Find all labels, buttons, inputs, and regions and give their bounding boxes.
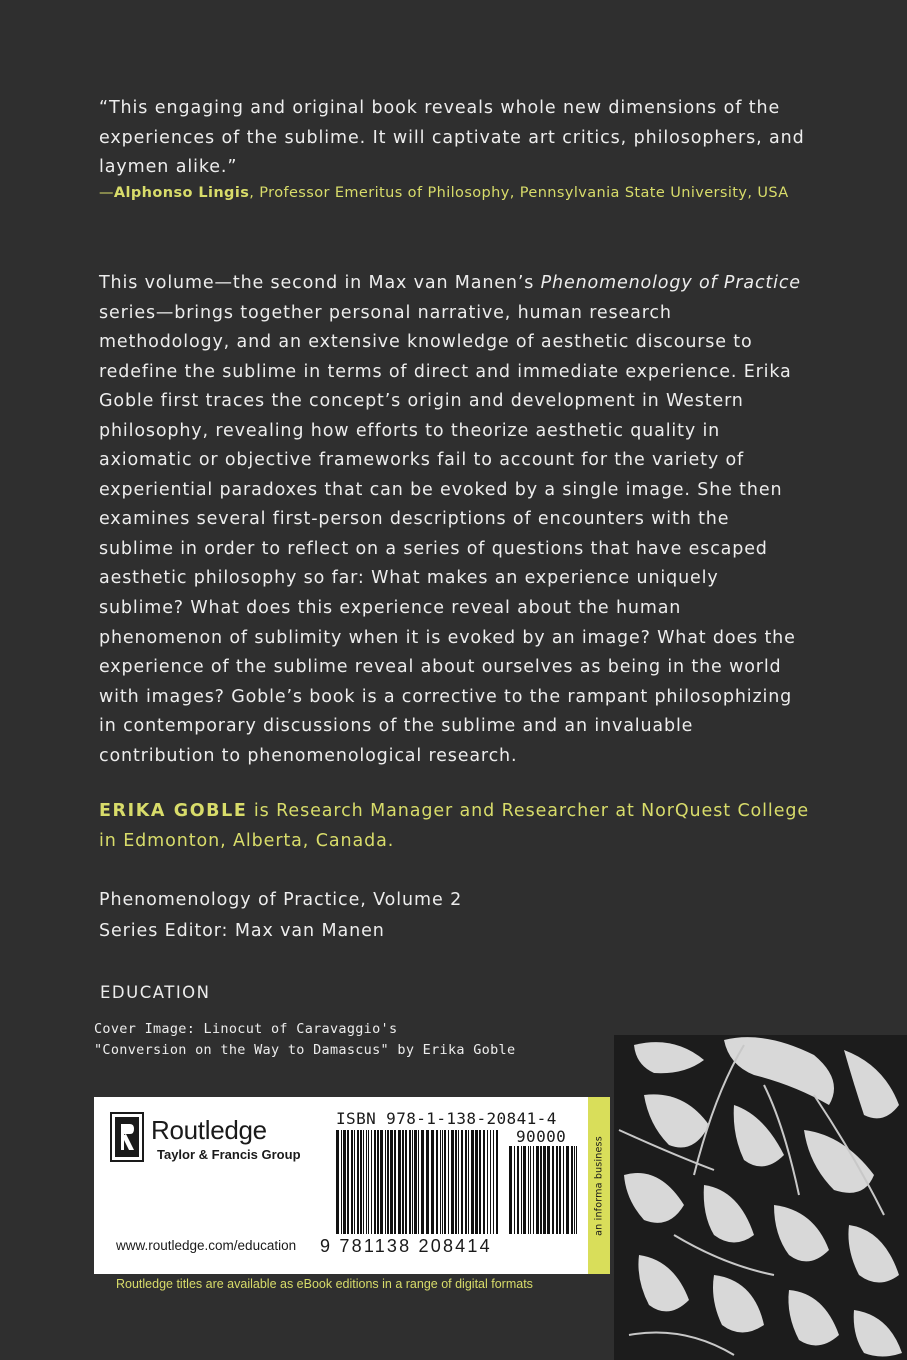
barcode-bar-9 bbox=[366, 1130, 367, 1234]
barcode-bar-4 bbox=[351, 1130, 353, 1234]
barcode-bar-36 bbox=[458, 1130, 459, 1234]
barcode-bar-28 bbox=[431, 1130, 434, 1234]
barcode-bar-7 bbox=[360, 1130, 362, 1234]
barcode-bar-13 bbox=[556, 1146, 558, 1234]
barcode-bar-46 bbox=[493, 1130, 494, 1234]
barcode-bar-1 bbox=[514, 1146, 515, 1234]
barcode-bar-16 bbox=[387, 1130, 389, 1234]
description-body: series—brings together personal narrative, human research methodology, and an extensive knowledge of aesthetic discourse to redefine the sublime in terms of direct and immediate experience. Erika Goble first traces the concept’s origin and development in Western philosophy, revealing how efforts to theorize aesthetic quality in axiomatic or objective frameworks fail to account for the variety of experiential paradoxes that can be evoked by a single image. She then examines several first-person descriptions of encounters with the sublime in order to reflect on a series of questions that have escaped aesthetic philosophy so far: What makes an experience uniquely sublime? What does this experience reveal about the human phenomenon of sublimity when it is evoked by an image? What does the experience of the sublime reveal about ourselves as being in the world with images? Goble’s book is a corrective to the rampant philosophizing in contemporary discussions of the sublime and an invaluable contribution to phenomenological research. bbox=[99, 302, 796, 766]
barcode-bar-40 bbox=[471, 1130, 474, 1234]
series-info bbox=[99, 885, 462, 947]
barcode-bar-8 bbox=[536, 1146, 539, 1234]
barcode-bar-3 bbox=[347, 1130, 349, 1234]
barcode-bar-29 bbox=[436, 1130, 438, 1234]
barcode-bar-35 bbox=[455, 1130, 457, 1234]
price-code: 90000 bbox=[516, 1127, 567, 1146]
barcode-bar-6 bbox=[530, 1146, 531, 1234]
barcode-bar-45 bbox=[490, 1130, 491, 1234]
barcode-bar-34 bbox=[451, 1130, 454, 1234]
barcode-bar-2 bbox=[517, 1146, 519, 1234]
credit-line-1: Cover Image: Linocut of Caravaggio's bbox=[94, 1021, 398, 1037]
informa-label bbox=[590, 1097, 608, 1274]
description-opening: This volume—the second in Max van Manen’s bbox=[99, 273, 541, 293]
book-description bbox=[99, 269, 809, 771]
barcode-bar-39 bbox=[468, 1130, 469, 1234]
barcode-bar-30 bbox=[440, 1130, 441, 1234]
cover-image-credit bbox=[94, 1019, 515, 1061]
subject-category: EDUCATION bbox=[100, 983, 211, 1002]
barcode-bar-5 bbox=[354, 1130, 355, 1234]
barcode-bar-41 bbox=[475, 1130, 478, 1234]
barcode-bar-22 bbox=[409, 1130, 411, 1234]
barcode-bar-37 bbox=[461, 1130, 463, 1234]
endorsement-quote: “This engaging and original book reveals whole new dimensions of the experiences of the sublime. It will captivate art critics, philosophers, and laymen alike.” bbox=[99, 98, 805, 177]
author-bio-text: is Research Manager and Researcher at NorQuest College in Edmonton, Alberta, Canada. bbox=[99, 801, 810, 851]
series-volume: Phenomenology of Practice, Volume 2 bbox=[99, 890, 463, 910]
barcode-bar-11 bbox=[547, 1146, 550, 1234]
barcode-bar-21 bbox=[405, 1130, 407, 1234]
barcode-bar-4 bbox=[523, 1146, 526, 1234]
barcode-bar-31 bbox=[442, 1130, 443, 1234]
ean-barcode bbox=[336, 1130, 502, 1234]
barcode-bar-20 bbox=[402, 1130, 404, 1234]
barcode-bar-14 bbox=[380, 1130, 383, 1234]
barcode-bar-25 bbox=[418, 1130, 419, 1234]
barcode-bar-26 bbox=[421, 1130, 424, 1234]
linocut-artwork bbox=[614, 1035, 907, 1360]
barcode-bar-23 bbox=[412, 1130, 413, 1234]
barcode-bar-18 bbox=[574, 1146, 575, 1234]
barcode-bar-15 bbox=[563, 1146, 564, 1234]
barcode-bar-8 bbox=[363, 1130, 364, 1234]
barcode-bar-33 bbox=[448, 1130, 449, 1234]
publisher-url[interactable]: www.routledge.com/education bbox=[116, 1238, 297, 1253]
barcode-bar-14 bbox=[559, 1146, 561, 1234]
barcode-bar-0 bbox=[336, 1130, 339, 1234]
author-name: ERIKA GOBLE bbox=[99, 801, 248, 821]
credit-line-2: "Conversion on the Way to Damascus" by Erika Goble bbox=[94, 1042, 516, 1058]
ebook-note: Routledge titles are available as eBook editions in a range of digital formats bbox=[116, 1277, 533, 1291]
barcode-bar-10 bbox=[543, 1146, 546, 1234]
barcode-bar-12 bbox=[374, 1130, 376, 1234]
barcode-digits: 9 781138 208414 bbox=[320, 1236, 492, 1256]
barcode-bar-44 bbox=[487, 1130, 488, 1234]
barcode-bar-5 bbox=[528, 1146, 529, 1234]
routledge-logo-icon bbox=[110, 1112, 144, 1162]
series-editor: Series Editor: Max van Manen bbox=[99, 921, 385, 941]
endorser-name: Alphonso Lingis bbox=[113, 185, 250, 201]
publisher-group: Taylor & Francis Group bbox=[157, 1147, 301, 1162]
barcode-bar-10 bbox=[368, 1130, 369, 1234]
barcode-bar-19 bbox=[576, 1146, 577, 1234]
barcode-bar-2 bbox=[343, 1130, 346, 1234]
barcode-bar-3 bbox=[521, 1146, 522, 1234]
endorser-affiliation: , Professor Emeritus of Philosophy, Pennsylvania State University, USA bbox=[249, 185, 789, 201]
barcode-bar-13 bbox=[377, 1130, 379, 1234]
barcode-bar-27 bbox=[426, 1130, 429, 1234]
barcode-bar-19 bbox=[398, 1130, 401, 1234]
barcode-bar-6 bbox=[357, 1130, 359, 1234]
barcode-bar-24 bbox=[414, 1130, 417, 1234]
barcode-bar-7 bbox=[533, 1146, 534, 1234]
barcode-bar-15 bbox=[385, 1130, 386, 1234]
barcode-bar-17 bbox=[390, 1130, 393, 1234]
barcode-bar-42 bbox=[479, 1130, 481, 1234]
barcode-bar-1 bbox=[341, 1130, 342, 1234]
barcode-bar-11 bbox=[371, 1130, 372, 1234]
barcode-bar-17 bbox=[571, 1146, 573, 1234]
author-bio bbox=[99, 797, 819, 856]
addon-barcode bbox=[509, 1146, 581, 1234]
barcode-bar-38 bbox=[465, 1130, 467, 1234]
informa-text: an informa business bbox=[593, 1135, 605, 1236]
barcode-bar-12 bbox=[552, 1146, 554, 1234]
barcode-bar-16 bbox=[566, 1146, 569, 1234]
attribution-dash: — bbox=[99, 185, 114, 201]
series-title-italic: Phenomenology of Practice bbox=[540, 273, 801, 293]
barcode-bar-32 bbox=[444, 1130, 446, 1234]
barcode-bar-47 bbox=[496, 1130, 498, 1234]
publisher-name: Routledge bbox=[151, 1115, 267, 1145]
barcode-bar-9 bbox=[540, 1146, 542, 1234]
barcode-bar-43 bbox=[483, 1130, 485, 1234]
endorsement-attribution bbox=[99, 185, 819, 201]
barcode-bar-18 bbox=[394, 1130, 396, 1234]
isbn-label: ISBN 978-1-138-20841-4 bbox=[336, 1109, 557, 1128]
barcode-bar-0 bbox=[509, 1146, 512, 1234]
